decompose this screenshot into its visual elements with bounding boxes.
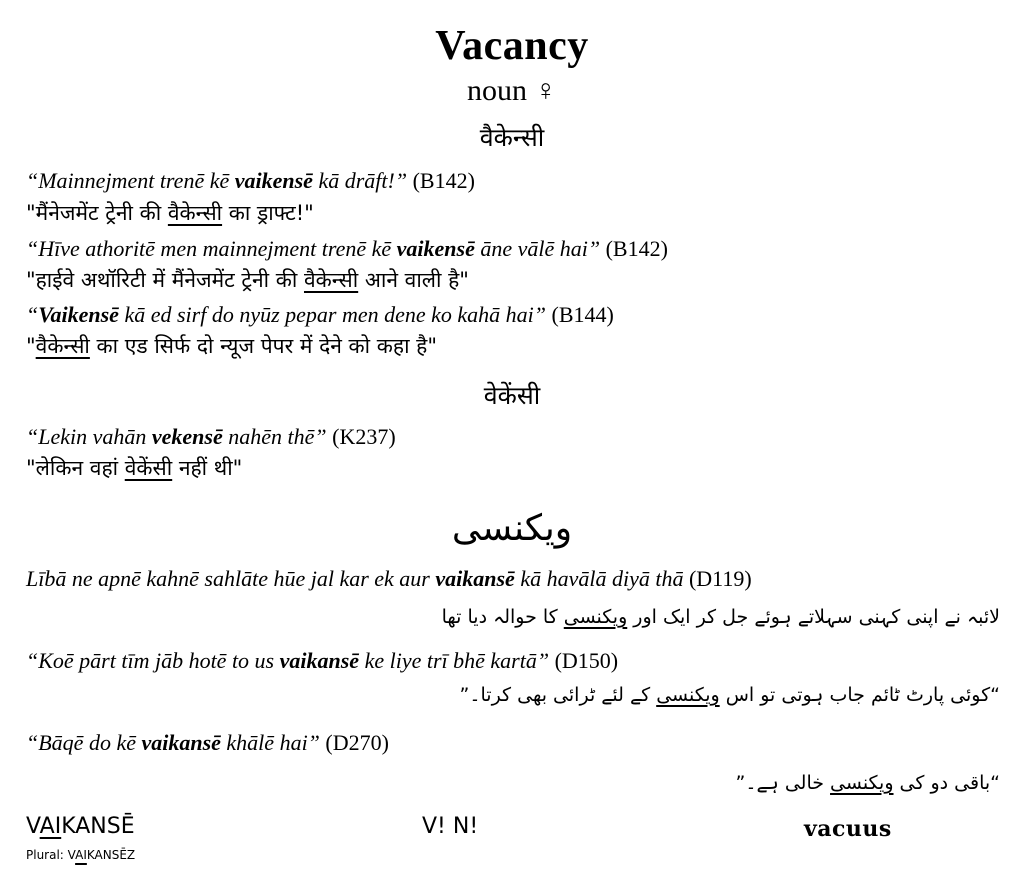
source-ref: (D270): [325, 730, 389, 755]
part-of-speech: [0, 74, 1024, 108]
source-ref: (B142): [412, 168, 475, 193]
headword-highlight: vaikansē: [279, 648, 360, 673]
headword-underlined: वैकेन्सी: [35, 334, 90, 358]
example-native: "मैंनेजमेंट ट्रेनी की वैकेन्सी का ड्राफ्ट!": [26, 201, 314, 225]
example-translit: “Lekin vahān vekensē nahēn thē” (K237): [26, 424, 396, 449]
latin-etymon: vacuus: [804, 816, 892, 842]
source-ref: (B142): [605, 236, 668, 261]
source-ref: (B144): [551, 302, 614, 327]
example-translit: “Vaikensē kā ed sirf do nyūz pepar men dene ko kahā hai” (B144): [26, 302, 614, 327]
headword-highlight: vaikansē: [435, 566, 515, 591]
example-native-urdu: “باقی دو کی ویکنسی خالی ہے۔”: [735, 772, 1000, 794]
headword-highlight: vaikensē: [396, 236, 475, 261]
source-ref: (D119): [688, 566, 752, 591]
example-translit: Lībā ne apnē kahnē sahlāte hūe jal kar ek aur vaikansē kā havālā diyā thā (D119): [26, 566, 752, 591]
example-translit: “Bāqē do kē vaikansē khālē hai” (D270): [26, 730, 389, 755]
headword-highlight: vaikansē: [141, 730, 221, 755]
headword-underlined: ویکنسی: [563, 606, 628, 628]
entry-title: Vacancy: [435, 23, 589, 69]
headword-devanagari-2: वेकेंसी: [483, 381, 541, 410]
plural-form: Plural: VAIKANSĒZ: [26, 848, 136, 862]
feminine-symbol-icon: ♀: [534, 74, 557, 107]
example-native: "लेकिन वहां वेकेंसी नहीं थी": [26, 456, 243, 480]
example-native: "हाईवे अथॉरिटी में मैंनेजमेंट ट्रेनी की वैकेन्सी आने वाली है": [26, 268, 469, 292]
headword-underlined: वैकेन्सी: [167, 201, 223, 225]
example-native-urdu: لائبہ نے اپنی کہنی سہلاتے ہوئے جل کر ایک اور ویکنسی کا حوالہ دیا تھا: [441, 606, 1000, 628]
headword-underlined: ویکنسی: [830, 772, 894, 794]
headword-underlined: ویکنسی: [656, 684, 720, 706]
headword-urdu: ویکنسی: [451, 508, 573, 549]
pos-label: noun: [467, 74, 527, 107]
example-native-urdu: “کوئی پارٹ ٹائم جاب ہوتی تو اس ویکنسی کے لئے ٹرائی بھی کرتا۔”: [459, 684, 1000, 706]
example-translit: “Mainnejment trenē kē vaikensē kā drāft!” (B142): [26, 168, 475, 193]
source-ref: (D150): [554, 648, 619, 673]
headword-devanagari-1: वैकेन्सी: [479, 123, 545, 152]
headword-highlight: vekensē: [151, 424, 223, 449]
source-ref: (K237): [332, 424, 396, 449]
example-native: "वैकेन्सी का एड सिर्फ दो न्यूज पेपर में देने को कहा है": [26, 334, 437, 358]
example-translit: “Hīve athoritē men mainnejment trenē kē vaikensē āne vālē hai” (B142): [26, 236, 668, 261]
headword-highlight: vaikensē: [234, 168, 313, 193]
headword-underlined: वेकेंसी: [124, 456, 173, 480]
pattern-label: V! N!: [422, 814, 479, 839]
headword-underlined: वैकेन्सी: [303, 268, 359, 292]
example-translit: “Koē pārt tīm jāb hotē to us vaikansē ke liye trī bhē kartā” (D150): [26, 648, 619, 673]
headword-highlight: Vaikensē: [38, 302, 119, 327]
romanization: VAIKANSĒ: [26, 814, 135, 839]
